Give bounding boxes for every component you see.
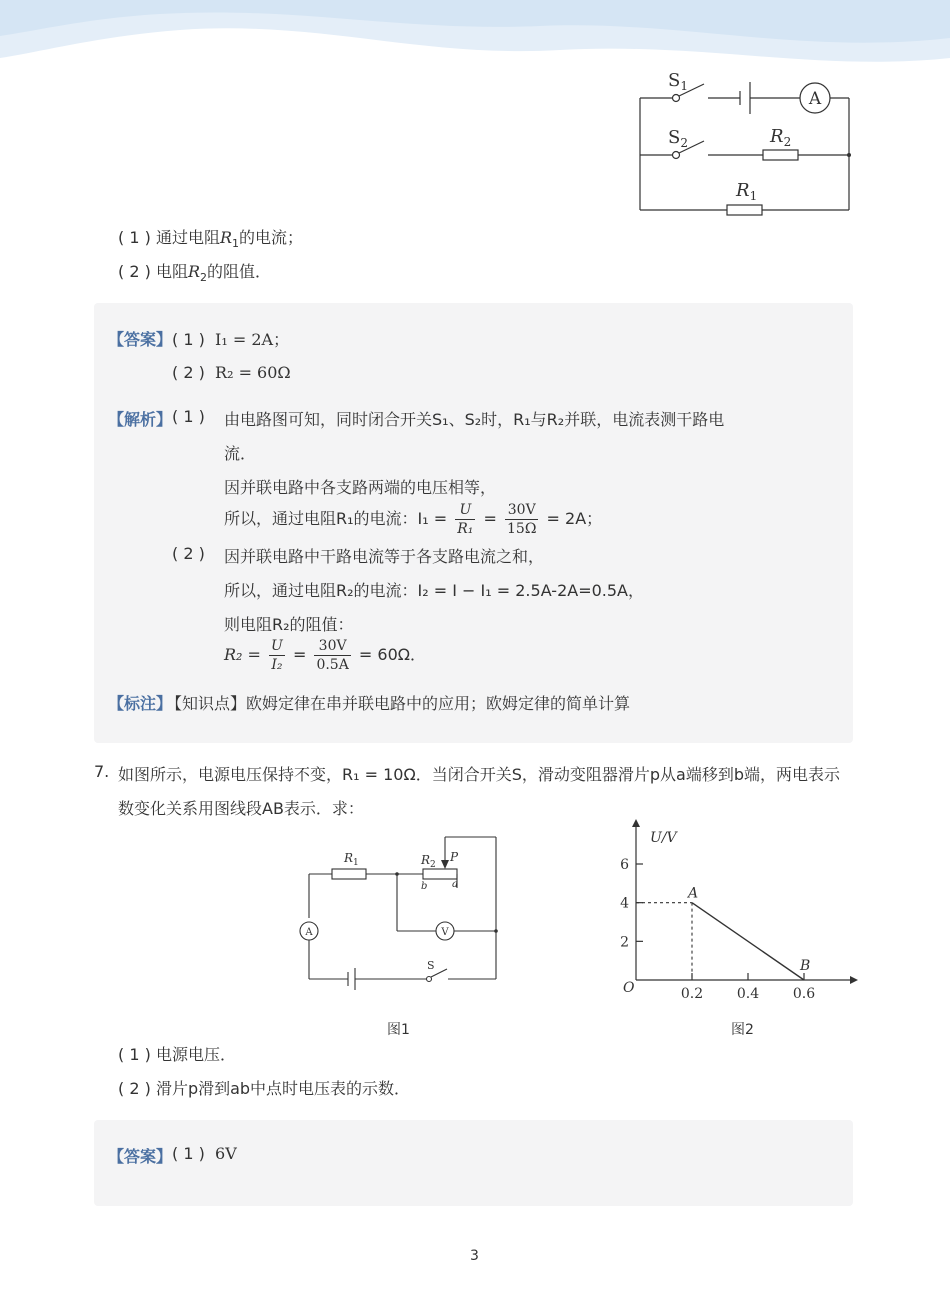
q6-circuit-diagram (630, 62, 860, 222)
label-p: P (450, 850, 459, 864)
fraction: $\frac{30V}{15\Omega}$ (507, 502, 537, 537)
svg-text:S2: $S_2$ (668, 127, 688, 150)
figure-1-caption: 图1 (387, 1022, 410, 1038)
note-tag: 【标注】 (108, 694, 173, 713)
label-ammeter: A (305, 927, 313, 938)
answer-line-1: ( 1 ) I₁ = 2A； (172, 330, 290, 349)
fraction: $\frac{U}{\text{R₁}}$ (457, 502, 474, 537)
header-wave (0, 0, 950, 70)
analysis-line: 所以，通过电阻R₂的电流：I₂ = I − I₁ = 2.5A-2A=0.5A， (224, 581, 644, 600)
analysis-line: 则电阻R₂的阻值： (224, 615, 354, 634)
analysis-line: 因并联电路中干路电流等于各支路电流之和， (224, 547, 545, 566)
y-tick-label: 2 (620, 934, 629, 951)
label-r1: R (736, 180, 750, 201)
q6-sub-question-2: ( 2 ) 电阻$R_2$的阻值． (118, 262, 272, 285)
figure-2-caption: 图2 (731, 1022, 754, 1038)
label-switch: S (427, 959, 435, 972)
point-label-B: B (800, 958, 811, 974)
svg-text:R2: $R_2$ (770, 126, 792, 149)
label-ammeter: A (808, 89, 822, 109)
answer-tag: 【答案】 (108, 1147, 173, 1166)
q7-figure-1-circuit (290, 830, 510, 1000)
q6-sub-question-1: ( 1 ) 通过电阻$R_1$的电流； (118, 228, 304, 251)
q6-answer-box (94, 303, 853, 743)
x-tick-label: 0.4 (736, 986, 760, 1002)
q7-sub-question-1: ( 1 ) 电源电压． (118, 1045, 236, 1064)
q7-stem-line-1: 如图所示，电源电压保持不变，R₁ = 10Ω．当闭合开关S，滑动变阻器滑片p从a端移到b端，两电表示 (118, 765, 840, 784)
analysis-formula-1: 所以，通过电阻R₁的电流：I₁ = $\frac{U}{\text{R₁}}$ = $\frac{30V}{15\Omega}$ = 2A； (224, 502, 603, 537)
page-number: 3 (470, 1248, 479, 1264)
x-tick-label: 0.2 (680, 986, 704, 1002)
fraction: $\frac{30V}{0.5A}$ (316, 638, 349, 673)
analysis-line: 由电路图可知，同时闭合开关S₁、S₂时，R₁与R₂并联，电流表测干路电 (224, 410, 725, 429)
label-a: a (452, 879, 458, 890)
q7-answer-box (94, 1120, 853, 1206)
q7-stem-line-2: 数变化关系用图线段AB表示．求： (118, 799, 364, 818)
q7-sub-question-2: ( 2 ) 滑片p滑到ab中点时电压表的示数． (118, 1079, 411, 1098)
label-s2: S (668, 127, 681, 148)
analysis-line: 因并联电路中各支路两端的电压相等， (224, 478, 497, 497)
svg-text:S1: $S_1$ (668, 70, 688, 93)
y-axis-label: U/V (650, 830, 677, 846)
label-r2: R (421, 853, 431, 867)
analysis-line: 流． (224, 444, 257, 463)
svg-text:R2: $R_2$ (421, 853, 436, 870)
q7-number: 7. (94, 762, 110, 781)
segment-AB (692, 903, 804, 980)
label-r1: R (344, 851, 354, 865)
label-b: b (421, 881, 428, 892)
svg-text:R1: $R_1$ (736, 180, 758, 203)
answer-line-2: ( 2 ) R₂ = 60Ω (172, 363, 291, 382)
svg-text:R1: $R_1$ (344, 851, 359, 868)
analysis-part-2-number: ( 2 ) (172, 544, 205, 563)
q7-figure-2-chart (610, 815, 860, 1010)
analysis-part-1-number: ( 1 ) (172, 407, 205, 426)
origin-label: O (623, 980, 635, 996)
note-text: 【知识点】欧姆定律在串并联电路中的应用；欧姆定律的简单计算 (166, 694, 631, 713)
y-tick-label: 4 (620, 895, 629, 912)
analysis-tag: 【解析】 (108, 410, 173, 429)
label-r2: R (770, 126, 784, 147)
label-voltmeter: V (441, 927, 449, 938)
fraction: $\frac{U}{\text{I₂}}$ (271, 638, 283, 673)
answer-tag: 【答案】 (108, 330, 173, 349)
label-s1: S (668, 70, 681, 91)
analysis-formula-2: R₂ = $\frac{U}{\text{I₂}}$ = $\frac{30V}{0.5A}$ = 60Ω． (224, 638, 427, 673)
answer-line-1: ( 1 ) 6V (172, 1144, 237, 1163)
point-label-A: A (688, 885, 699, 902)
y-tick-label: 6 (620, 857, 629, 873)
x-tick-label: 0.6 (792, 986, 816, 1002)
